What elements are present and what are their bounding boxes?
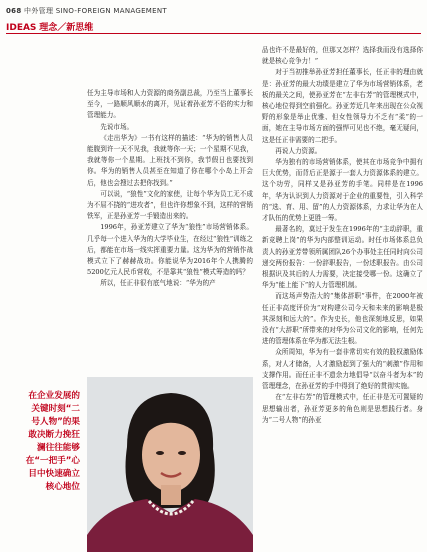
section-title-cn: 理念／新思维 (39, 23, 94, 33)
portrait-photo (87, 377, 253, 552)
article-column-right (262, 45, 423, 426)
page-running-head (6, 6, 167, 16)
header-rule (6, 33, 421, 34)
paragraph: 众所周知，华为有一套非常切实有效的股权激励体系，对人才储备，人才激励起到了强大的“刺激”作用和支撑作用。而任正非不遗余力地倡导“以奋斗者为本”的管理理念，在孙亚芳的手中得到了绝好的贯彻实施。 (262, 348, 423, 391)
page-number: 068 (6, 7, 22, 15)
pull-quote: 在企业发展的关键时刻“二号人物”的果敢决断力挽狂澜往往能够在“一把手”心目中快速确立核心地位 (25, 391, 80, 492)
paragraph: 最著名的，莫过于发生在1996年的“主动辞职，重新竞聘上岗”的华为内部整训运动。时任市场体系总负责人的孙亚芳带领所属团队26个办事处主任同时向公司递交两份报告：一份辞职报告，一份述职报告。由公司根据识及其后的人力需要，决定接受哪一份。这确立了华为“能上能下”的人力管理机制。 (262, 225, 423, 290)
paragraph: 可以说，“狼性”文化的家使，让每个华为员工无不成为不屈不挠的“进攻者”，但也许你想象不到，这样的营销铁军，正是孙亚芳一手锻造出来的。 (87, 189, 253, 221)
section-title (6, 20, 93, 33)
paragraph: 所以，任正非很有底气地说：“华为的产 (100, 279, 216, 288)
paragraph: 再说人力资源。 (275, 146, 322, 155)
section-title-en: IDEAS (6, 23, 37, 33)
paragraph: 而这场声势浩大的“集体辞职”事件，在2000年被任正非高度评价为“对构建公司今天和未来的影响是极其深刻和远大的”。作为史长，他也深刻地反思，如果没有“大辞职”所带来的对华为公司文化的影响，任何先进的管理体系在华为都无法生根。 (262, 292, 423, 346)
paragraph: 在“左非右芳”的管理模式中，任正非是无可置疑的思想输出者，孙亚芳更多的角色则是思想践行者。身为“二号人物”的孙亚 (262, 393, 423, 424)
paragraph: 《走出华为》一书有这样的描述：“华为的销售人员能腹到许一天不见我，我就等你一天；一个星期不见我，我就等你一个星期。上班找不到你，我节假日也要找到你。华为的销售人员甚至在知道了你在哪个小岛上开会后，他也会搜过去把你找到。” (87, 133, 253, 187)
paragraph: 华为独有的市场营销体系，使其在市场竞争中拥有巨大优势，而背后正是源于一套人力资源体系的建立。这个功劳，同样又是孙亚芳的手笔。同样是在1996年，华为认识到人力资源对于企业的重要性，引入科学的“选、育、用、留”的人力资源体系，力求让华为在人才队伍的优势上更胜一筹。 (262, 158, 423, 223)
article-column-middle (87, 88, 253, 290)
paragraph: 品也许不是最好的，但那又怎样？选择我而没有选择你就是核心竞争力！” (262, 46, 423, 66)
portrait-photo-icon (87, 377, 253, 552)
magazine-name-cn: 中外管理 (24, 7, 54, 15)
magazine-name-en: SINO-FOREIGN MANAGEMENT (55, 7, 167, 15)
page-header (6, 6, 421, 36)
paragraph: 对于当初推举孙亚芳担任董事长，任正非的理由就是：孙亚芳的最大功绩是建立了华为市场营销体系，老板的最关之间，使孙亚芳在“左非右芳”的管理模式中，核心地位得到空前强化。孙亚芳近几年来出现在公众视野的形象是举止优雅、但女性领导力不乏有“柔”的一面，她在主导市场方面的强悍可见也不绝，毫无疑问，这是任正非需要的二把手。 (262, 68, 423, 144)
paragraph: 1996年，孙亚芳建立了华为“狼性”市场营销体系。几乎每一个进入华为的大学毕业生，在经过“狼性”训练之后，都能在市场一线实挥重要力量。这为华为的营销作战模式立下了赫赫战功。你能说华为2016年个人携腾的5200亿元人民币营收，不是靠其“狼性”模式筹造的吗？ (87, 223, 253, 277)
paragraph: 任为主导市场和人力资源的商务副总裁，乃至当上董事长至今，一路顺风顺水的离开，见证着孙亚芳不俗的实力和管理能力。 (87, 89, 253, 120)
paragraph: 先说市场。 (100, 122, 134, 131)
